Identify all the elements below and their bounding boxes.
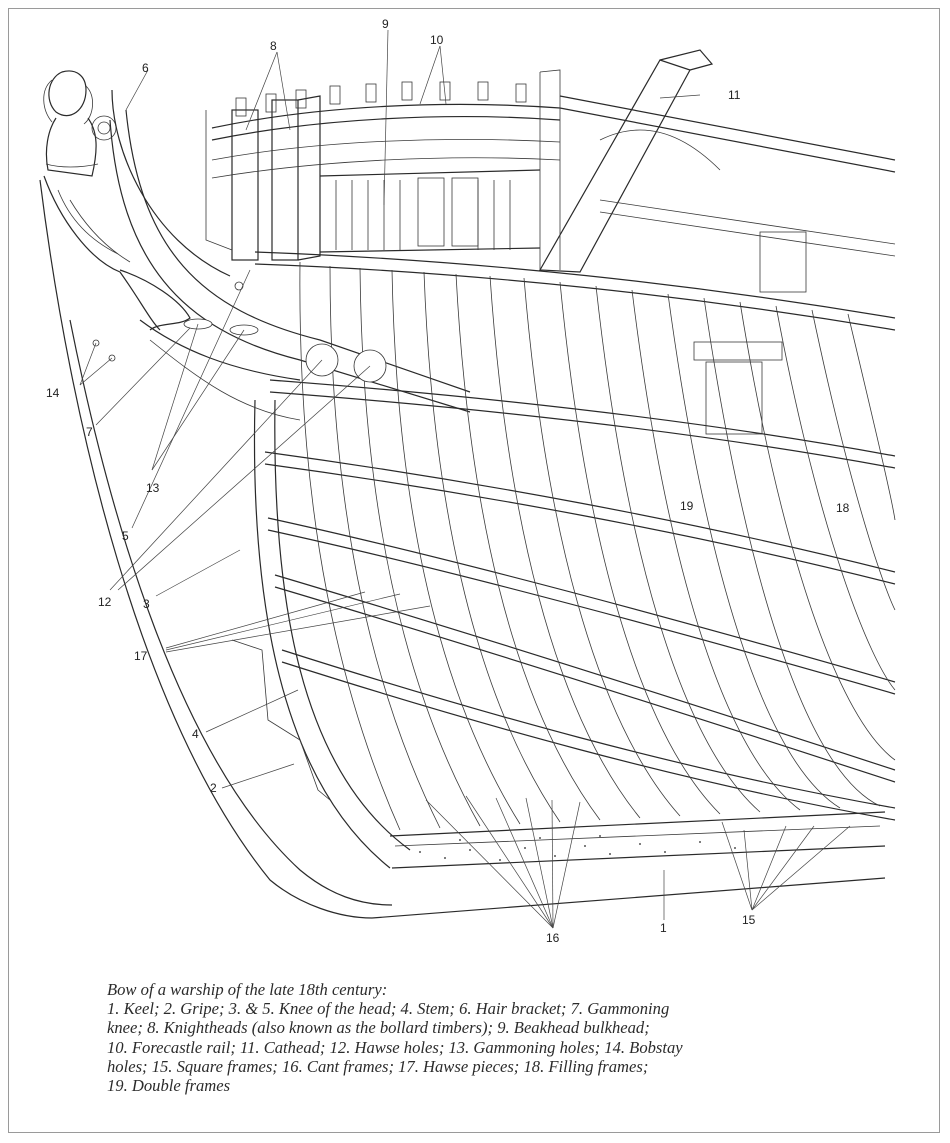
callout-1: 1 [660, 921, 667, 935]
wales [255, 252, 895, 820]
beakhead-bulkhead [320, 170, 540, 252]
caption-line-2: 1. Keel; 2. Gripe; 3. & 5. Knee of the head; 4. Stem; 6. Hair bracket; 7. Gammoning [107, 999, 670, 1019]
callout-4: 4 [192, 727, 199, 741]
callout-6: 6 [142, 61, 149, 75]
callout-10: 10 [430, 33, 444, 47]
callout-16: 16 [546, 931, 560, 945]
caption-line-6: 19. Double frames [107, 1076, 231, 1096]
callout-8: 8 [270, 39, 277, 53]
stem [232, 400, 410, 868]
rail-stanchions [236, 82, 526, 116]
callout-7: 7 [86, 425, 93, 439]
caption-line-1: Bow of a warship of the late 18th century: [107, 980, 388, 999]
figure-caption [107, 980, 887, 1095]
keel [372, 812, 885, 918]
callout-12: 12 [98, 595, 112, 609]
callout-14: 14 [46, 386, 60, 400]
caption-line-4: 10. Forecastle rail; 11. Cathead; 12. Hawse holes; 13. Gammoning holes; 14. Bobstay [107, 1037, 683, 1057]
callout-17: 17 [134, 649, 148, 663]
callout-13: 13 [146, 481, 160, 495]
caption-line-3: knee; 8. Knightheads (also known as the bollard timbers); 9. Beakhead bulkhead; [107, 1018, 650, 1038]
hair-bracket [112, 90, 230, 276]
callout-18: 18 [836, 501, 850, 515]
callout-19: 19 [680, 499, 694, 513]
leader-lines [80, 30, 850, 928]
hawse-holes [306, 344, 386, 382]
keel-rivets [419, 835, 736, 861]
caption-line-5: holes; 15. Square frames; 16. Cant frames; 17. Hawse pieces; 18. Filling frames; [107, 1056, 649, 1076]
gammoning-holes [184, 282, 258, 335]
callout-3: 3 [143, 597, 150, 611]
callout-labels [46, 17, 850, 945]
gripe [40, 180, 392, 918]
cathead [540, 50, 720, 272]
callout-9: 9 [382, 17, 389, 31]
callout-2: 2 [210, 781, 217, 795]
callout-5: 5 [122, 529, 129, 543]
knightheads [206, 96, 320, 260]
figurehead [44, 71, 190, 330]
callout-15: 15 [742, 913, 756, 927]
callout-11: 11 [728, 88, 741, 102]
